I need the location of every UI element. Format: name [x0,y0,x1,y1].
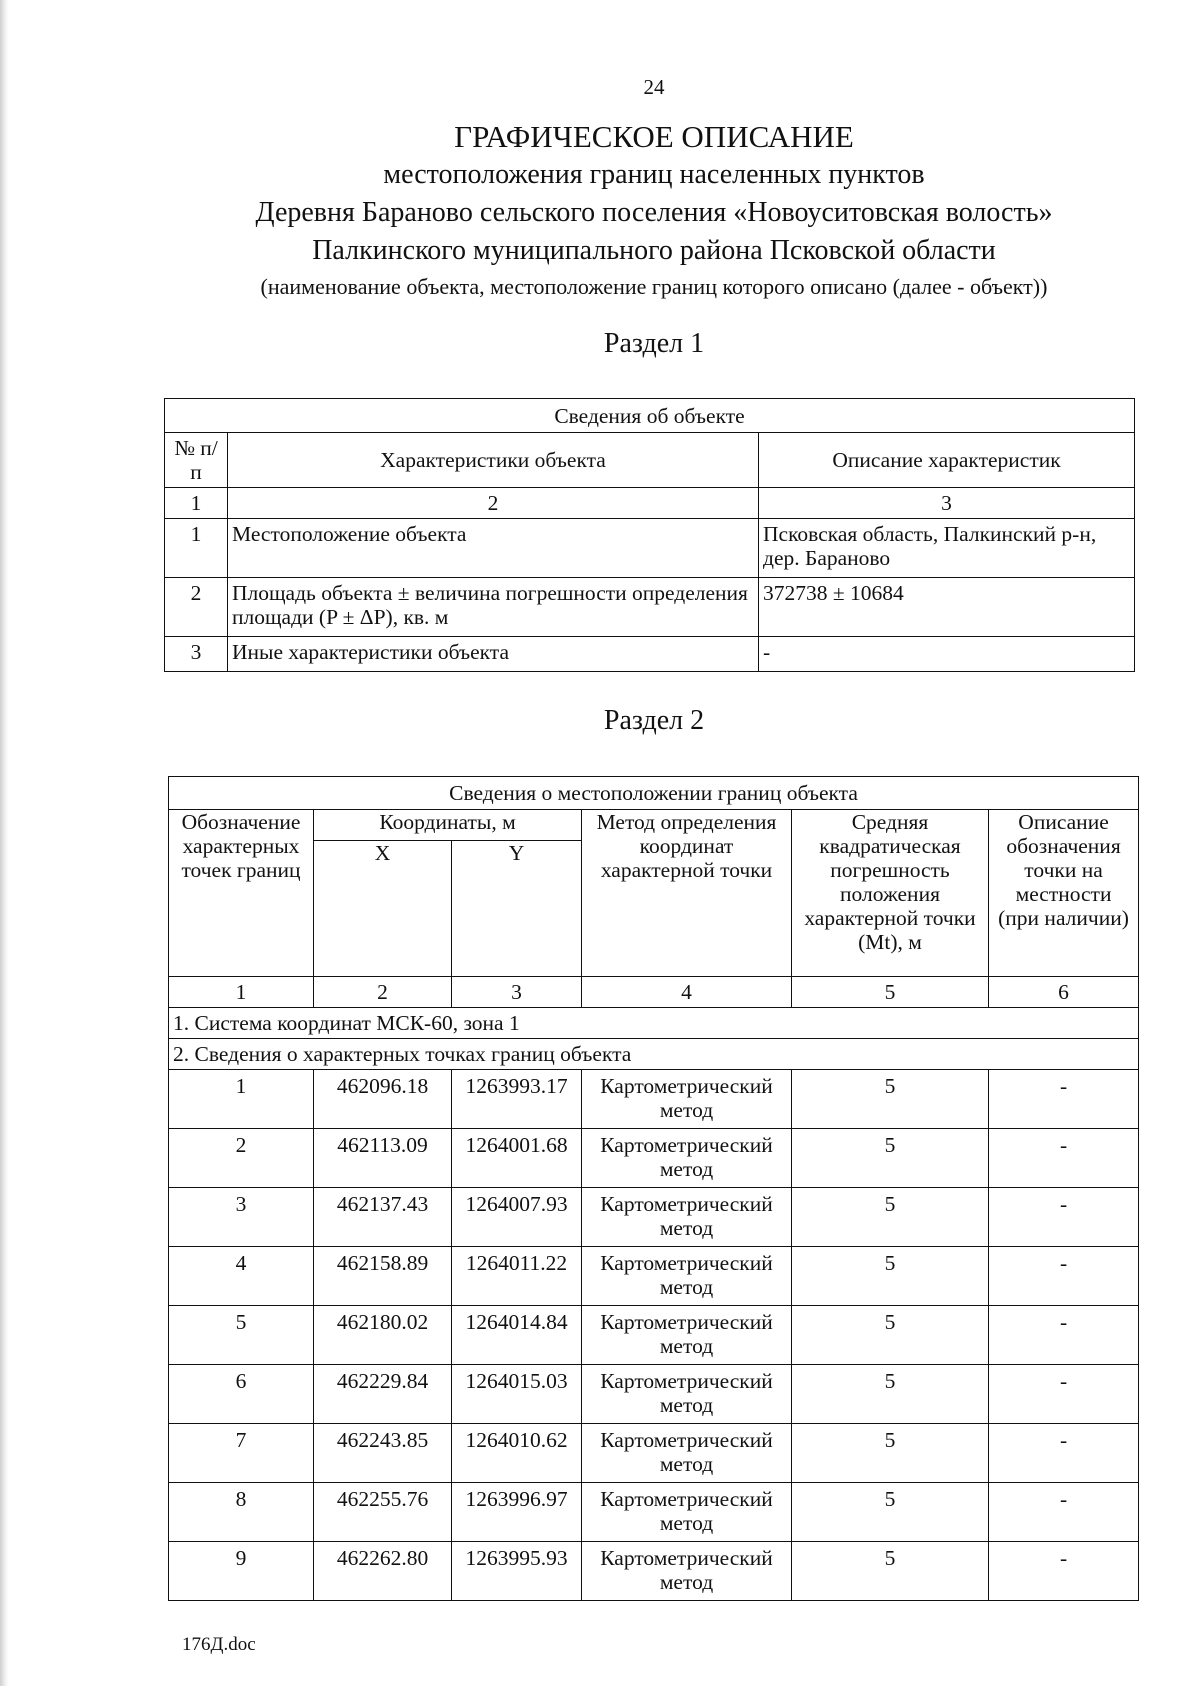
point-x: 462113.09 [314,1129,452,1188]
row-characteristic: Площадь объекта ± величина погрешности определения площади (P ± ΔP), кв. м [228,578,759,637]
section1-heading: Раздел 1 [603,328,705,359]
point-x: 462158.89 [314,1247,452,1306]
point-number: 6 [169,1365,314,1424]
title-note: (наименование объекта, местоположение границ которого описано (далее - объект)) [260,274,1048,299]
point-number: 8 [169,1483,314,1542]
table-row [169,1365,1139,1424]
row-num: 3 [165,637,228,672]
point-number: 7 [169,1424,314,1483]
point-mt: 5 [792,1542,989,1601]
table-caption-row [165,399,1135,433]
point-mt: 5 [792,1188,989,1247]
row-description: - [759,637,1135,672]
point-number: 2 [169,1129,314,1188]
point-y: 1264007.93 [452,1188,582,1247]
row-characteristic: Иные характеристики объекта [228,637,759,672]
header-point-description: Описание обозначения точки на местности (при наличии) [989,810,1139,977]
column-number: 4 [582,977,792,1008]
title-line-3: Палкинского муниципального района Псковской области [312,235,996,266]
title-line-2: Деревня Бараново сельского поселения «Новоуситовская волость» [255,197,1053,228]
coordinate-system: 1. Система координат МСК-60, зона 1 [169,1008,1139,1039]
point-number: 4 [169,1247,314,1306]
column-number-row [165,488,1135,519]
header-method: Метод определения координат характерной точки [582,810,792,977]
point-number: 1 [169,1070,314,1129]
point-mt: 5 [792,1306,989,1365]
point-x: 462096.18 [314,1070,452,1129]
header-point: Обозначение характерных точек границ [169,810,314,977]
point-description: - [989,1424,1139,1483]
point-x: 462243.85 [314,1424,452,1483]
table-row [169,1188,1139,1247]
point-mt: 5 [792,1129,989,1188]
point-description: - [989,1129,1139,1188]
row-num: 2 [165,578,228,637]
document-title [0,118,1200,302]
header-x: X [314,841,452,977]
table-row [169,1129,1139,1188]
column-number: 1 [169,977,314,1008]
point-description: - [989,1483,1139,1542]
column-number: 5 [792,977,989,1008]
point-method: Картометрический метод [582,1483,792,1542]
point-method: Картометрический метод [582,1306,792,1365]
column-number: 3 [759,488,1135,519]
point-description: - [989,1070,1139,1129]
table-row [169,1483,1139,1542]
point-y: 1263996.97 [452,1483,582,1542]
column-number: 1 [165,488,228,519]
point-y: 1264001.68 [452,1129,582,1188]
point-method: Картометрический метод [582,1070,792,1129]
column-number-row [169,977,1139,1008]
boundary-caption: Сведения о местоположении границ объекта [169,777,1139,810]
boundary-points-table [168,776,1139,1601]
point-method: Картометрический метод [582,1247,792,1306]
point-description: - [989,1542,1139,1601]
point-method: Картометрический метод [582,1129,792,1188]
header-coordinates: Координаты, м [314,810,582,841]
point-y: 1264015.03 [452,1365,582,1424]
header-num: № п/п [165,433,228,488]
column-number: 2 [228,488,759,519]
point-y: 1263993.17 [452,1070,582,1129]
title-line-1: местоположения границ населенных пунктов [383,159,925,190]
point-method: Картометрический метод [582,1542,792,1601]
title-main: ГРАФИЧЕСКОЕ ОПИСАНИЕ [454,119,854,154]
subheading-row [169,1008,1139,1039]
point-mt: 5 [792,1365,989,1424]
point-description: - [989,1306,1139,1365]
row-num: 1 [165,519,228,578]
table-row [169,1247,1139,1306]
table-row [165,519,1135,578]
point-mt: 5 [792,1070,989,1129]
point-description: - [989,1188,1139,1247]
table-row [169,1542,1139,1601]
table-header-row [169,810,1139,841]
point-number: 3 [169,1188,314,1247]
point-number: 5 [169,1306,314,1365]
row-description: Псковская область, Палкинский р-н, дер. Бараново [759,519,1135,578]
point-y: 1263995.93 [452,1542,582,1601]
point-x: 462137.43 [314,1188,452,1247]
column-number: 2 [314,977,452,1008]
table-row [169,1424,1139,1483]
table-caption-row [169,777,1139,810]
header-characteristic: Характеристики объекта [228,433,759,488]
table-header-row [165,433,1135,488]
point-y: 1264010.62 [452,1424,582,1483]
point-y: 1264011.22 [452,1247,582,1306]
column-number: 6 [989,977,1139,1008]
point-mt: 5 [792,1424,989,1483]
point-x: 462229.84 [314,1365,452,1424]
point-method: Картометрический метод [582,1365,792,1424]
header-description: Описание характеристик [759,433,1135,488]
row-description: 372738 ± 10684 [759,578,1135,637]
point-description: - [989,1365,1139,1424]
table-row [169,1306,1139,1365]
point-description: - [989,1247,1139,1306]
object-info-caption: Сведения об объекте [165,399,1135,433]
page-number: 24 [643,75,665,99]
row-characteristic: Местоположение объекта [228,519,759,578]
point-y: 1264014.84 [452,1306,582,1365]
point-method: Картометрический метод [582,1424,792,1483]
point-number: 9 [169,1542,314,1601]
point-method: Картометрический метод [582,1188,792,1247]
column-number: 3 [452,977,582,1008]
header-error: Средняя квадратическая погрешность положения характерной точки (Mt), м [792,810,989,977]
table-row [169,1070,1139,1129]
footer-filename: 176Д.doc [182,1634,256,1655]
point-x: 462255.76 [314,1483,452,1542]
header-y: Y [452,841,582,977]
table-row [165,578,1135,637]
table-row [165,637,1135,672]
point-x: 462262.80 [314,1542,452,1601]
point-x: 462180.02 [314,1306,452,1365]
point-mt: 5 [792,1247,989,1306]
section2-heading: Раздел 2 [603,705,705,736]
subheading-row [169,1039,1139,1070]
object-info-table [164,398,1135,672]
point-mt: 5 [792,1483,989,1542]
points-caption: 2. Сведения о характерных точках границ объекта [169,1039,1139,1070]
